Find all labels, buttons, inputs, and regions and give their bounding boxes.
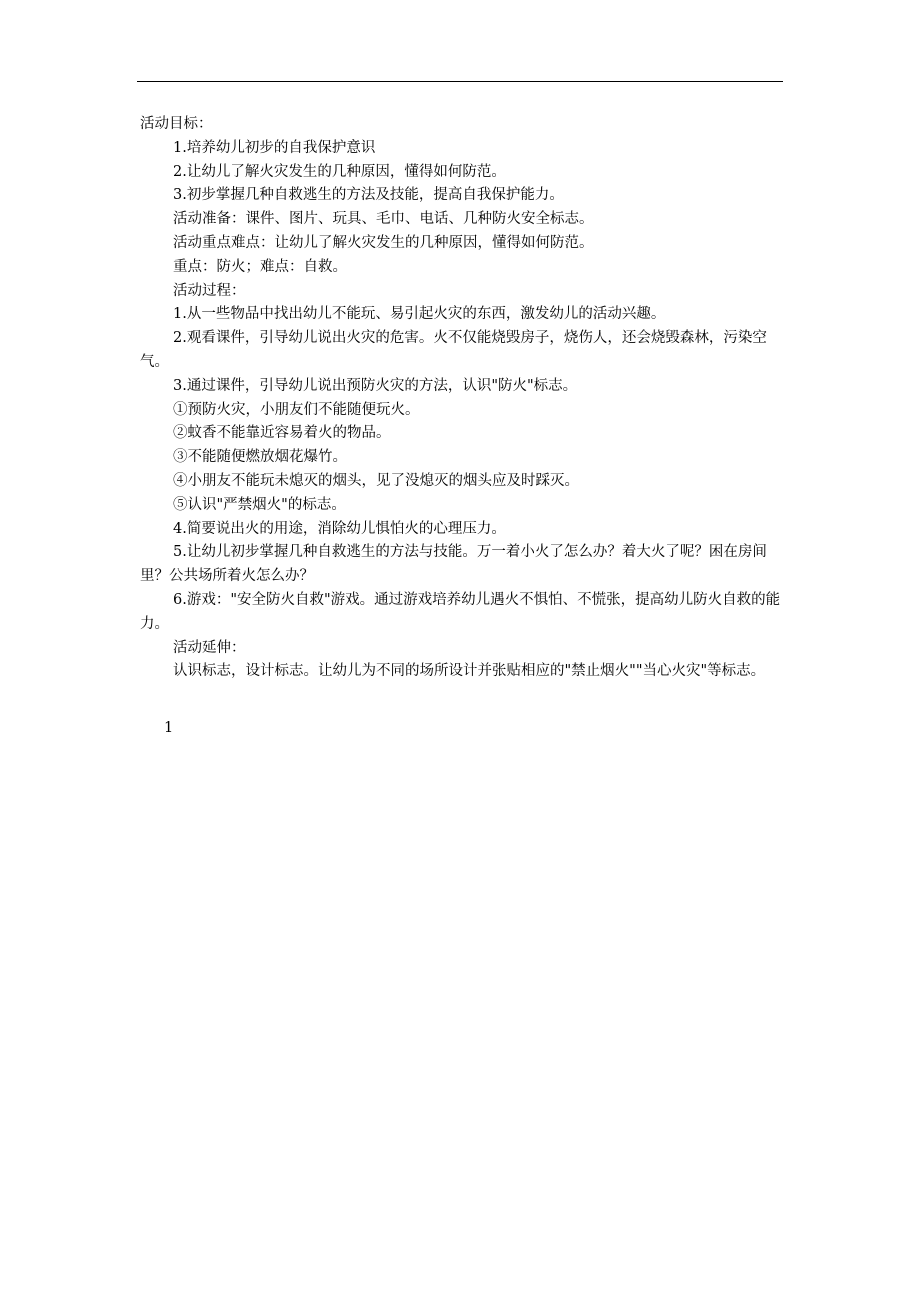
process-step: 4.简要说出火的用途，消除幼儿惧怕火的心理压力。 xyxy=(173,520,506,537)
process-step: 1.从一些物品中找出幼儿不能玩、易引起火灾的东西，激发幼儿的活动兴趣。 xyxy=(173,306,666,323)
focus-paragraph: 重点：防火；难点：自救。 xyxy=(173,258,347,275)
prevention-item: ③不能随便燃放烟花爆竹。 xyxy=(173,449,347,466)
goal-item: 2.让幼儿了解火灾发生的几种原因，懂得如何防范。 xyxy=(173,163,506,180)
process-step: 3.通过课件，引导幼儿说出预防火灾的方法，认识"防火"标志。 xyxy=(173,377,578,394)
key-difficulty-paragraph: 活动重点难点：让幼儿了解火灾发生的几种原因，懂得如何防范。 xyxy=(173,234,594,251)
prevention-item: ⑤认识"严禁烟火"的标志。 xyxy=(173,496,346,513)
process-step: 6.游戏："安全防火自救"游戏。通过游戏培养幼儿遇火不惧怕、不慌张，提高幼儿防火自救的能力。 xyxy=(140,591,781,632)
extension-paragraph: 认识标志，设计标志。让幼儿为不同的场所设计并张贴相应的"禁止烟火""当心火灾"等标志。 xyxy=(173,663,766,680)
prevention-item: ②蚊香不能靠近容易着火的物品。 xyxy=(173,425,391,442)
goal-item: 3.初步掌握几种自救逃生的方法及技能，提高自我保护能力。 xyxy=(173,187,564,204)
document-body xyxy=(140,113,785,684)
section-heading-goals: 活动目标： xyxy=(140,116,213,132)
prevention-item: ①预防火灾，小朋友们不能随便玩火。 xyxy=(173,401,420,418)
process-step: 5.让幼儿初步掌握几种自救逃生的方法与技能。万一着小火了怎么办？着大火了呢？困在房间里？公共场所着火怎么办？ xyxy=(140,544,767,585)
section-heading-process: 活动过程： xyxy=(173,282,246,299)
preparation-paragraph: 活动准备：课件、图片、玩具、毛巾、电话、几种防火安全标志。 xyxy=(173,211,594,228)
process-step: 2.观看课件，引导幼儿说出火灾的危害。火不仅能烧毁房子，烧伤人，还会烧毁森林，污染空气。 xyxy=(140,330,767,370)
section-heading-extension: 活动延伸： xyxy=(173,639,246,656)
header-rule xyxy=(137,81,783,82)
goal-item: 1.培养幼儿初步的自我保护意识 xyxy=(173,139,376,156)
prevention-item: ④小朋友不能玩未熄灭的烟头，见了没熄灭的烟头应及时踩灭。 xyxy=(173,472,579,489)
page-number: 1 xyxy=(164,720,174,736)
